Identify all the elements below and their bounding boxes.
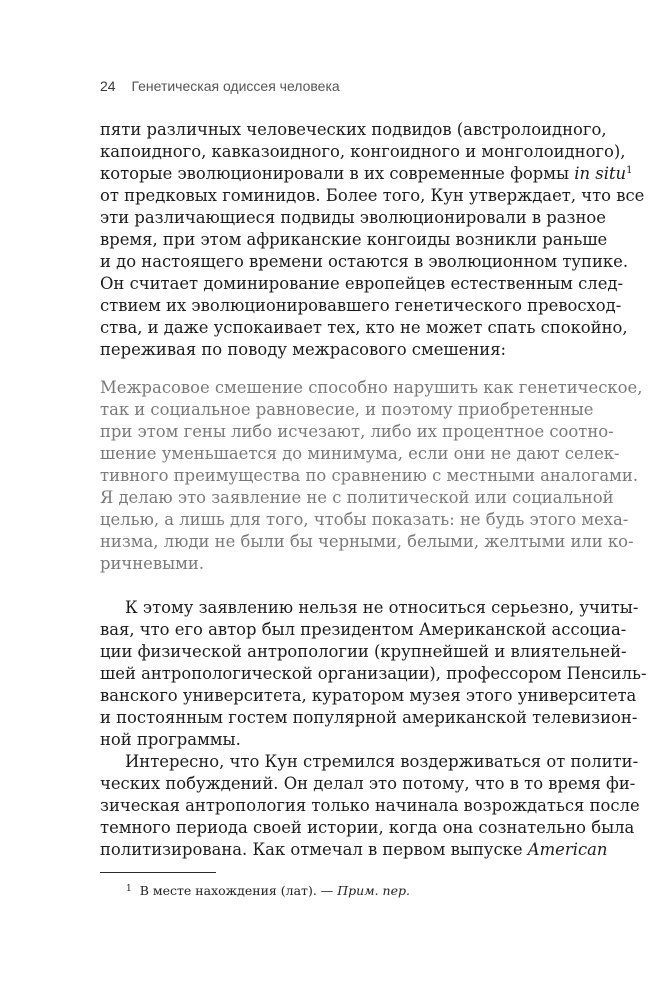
footnote-attribution: Прим. пер.: [337, 883, 410, 898]
footnote-divider: [100, 872, 216, 873]
italic-term: American: [527, 840, 608, 859]
text-line: от предковых гоминидов. Более того, Кун утверждает, что все: [100, 186, 645, 205]
text-line: и до настоящего времени остаются в эволюционном тупике.: [100, 252, 629, 271]
quote-line: при этом гены либо исчезают, либо их процентное соотно-: [100, 422, 614, 441]
italic-term: in situ: [574, 164, 627, 183]
footnote-reference[interactable]: 1: [626, 165, 633, 176]
running-header: [100, 78, 340, 94]
text-segment: которые эволюционировали в их современные формы: [100, 164, 570, 183]
text-line: зическая антропология только начинала возрождаться после: [100, 796, 640, 815]
text-line: [100, 163, 633, 185]
text-line: [100, 839, 608, 861]
text-line: Он считает доминирование европейцев естественным след-: [100, 274, 624, 293]
quote-line: низма, люди не были бы черными, белыми, желтыми или ко-: [100, 532, 634, 551]
page-number: 24: [100, 78, 116, 94]
text-line: ной программы.: [100, 730, 241, 749]
text-line: К этому заявлению нельзя не относиться серьезно, учиты-: [125, 598, 639, 617]
text-line: Интересно, что Кун стремился воздерживаться от полити-: [125, 752, 639, 771]
text-line: эти различающиеся подвиды эволюционировали в разное: [100, 208, 606, 227]
quote-line: шение уменьшается до минимума, если они не дают селек-: [100, 444, 620, 463]
quote-line: тивного преимущества по сравнению с местными аналогами.: [100, 466, 639, 485]
quote-line: так и социальное равновесие, и поэтому приобретенные: [100, 400, 594, 419]
footnote-text: В месте нахождения (лат). —: [139, 883, 338, 898]
footnote: [126, 880, 410, 900]
quote-line: Межрасовое смешение способно нарушить как генетическое,: [100, 378, 643, 397]
text-line: темного периода своей истории, когда она сознательно была: [100, 818, 635, 837]
text-line: ции физической антропологии (крупнейшей и влиятельней-: [100, 642, 627, 661]
footnote-number: 1: [126, 884, 132, 894]
text-line: пяти различных человеческих подвидов (австролоидного,: [100, 120, 607, 139]
text-line: время, при этом африканские конгоиды возникли раньше: [100, 230, 608, 249]
text-line: ванского университета, куратором музея этого университета: [100, 686, 637, 705]
text-line: ствием их эволюционировавшего генетического превосход-: [100, 296, 622, 315]
text-line: переживая по поводу межрасового смешения:: [100, 340, 507, 359]
text-segment: политизирована. Как отмечал в первом выпуске: [100, 840, 523, 859]
running-title: Генетическая одиссея человека: [131, 78, 340, 94]
quote-line: Я делаю это заявление не с политической или социальной: [100, 488, 614, 507]
text-line: шей антропологической организации), профессором Пенсиль-: [100, 664, 647, 683]
text-line: капоидного, кавказоидного, конгоидного и монголоидного),: [100, 142, 626, 161]
text-line: вая, что его автор был президентом Американской ассоциа-: [100, 620, 627, 639]
text-line: ческих побуждений. Он делал это потому, что в то время фи-: [100, 774, 636, 793]
text-line: ства, и даже успокаивает тех, кто не может спать спокойно,: [100, 318, 628, 337]
quote-line: целью, а лишь для того, чтобы показать: не будь этого меха-: [100, 510, 629, 529]
text-line: и постоянным гостем популярной американской телевизион-: [100, 708, 638, 727]
quote-line: ричневыми.: [100, 554, 205, 573]
